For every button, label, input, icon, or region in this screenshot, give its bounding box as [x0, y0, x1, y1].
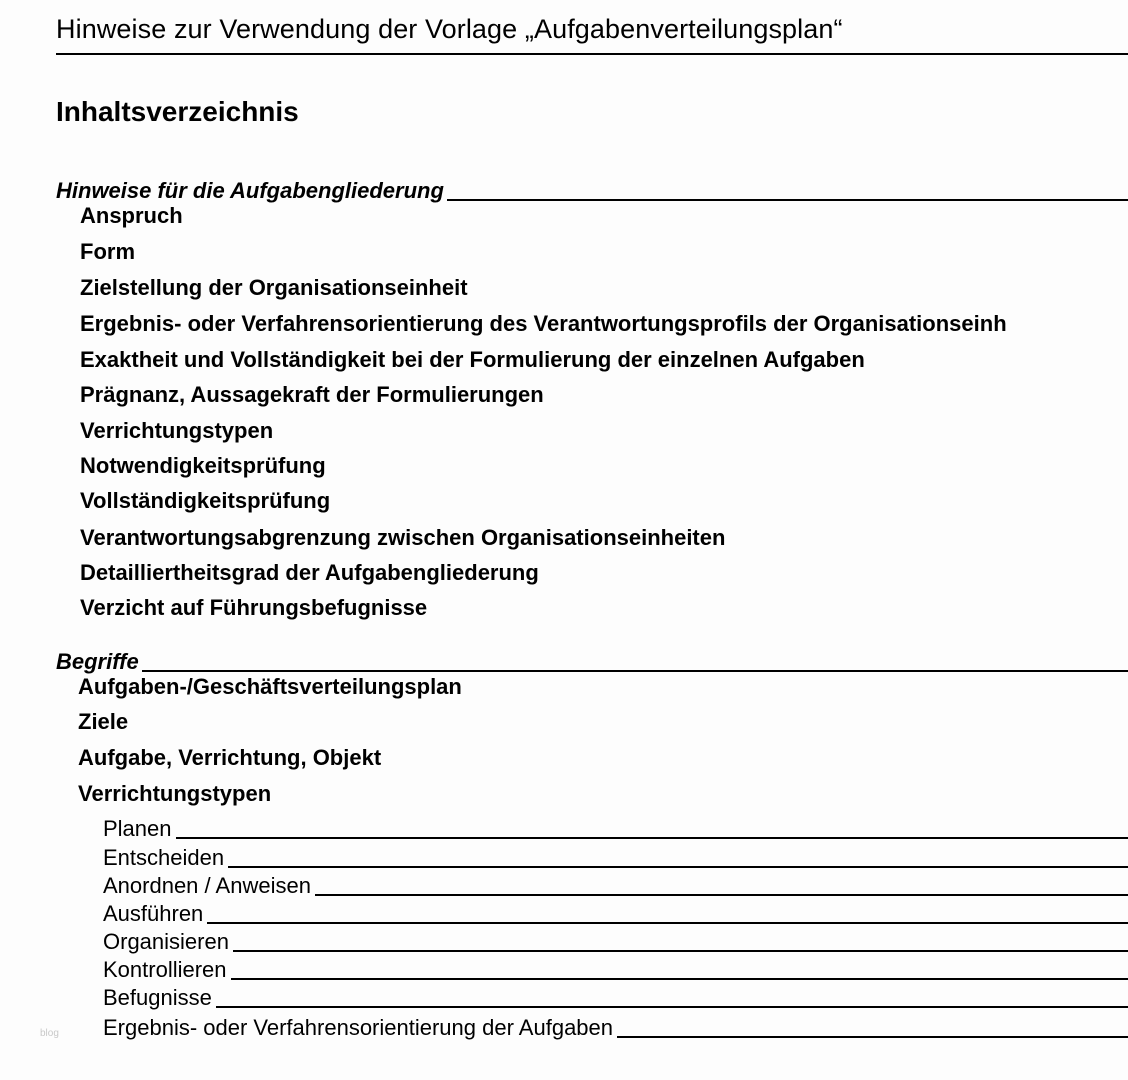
toc-item[interactable]: Verrichtungstypen [80, 418, 274, 443]
toc-leader-line [231, 978, 1128, 980]
toc-item[interactable]: Verzicht auf Führungsbefugnisse [80, 595, 428, 620]
toc-leader-line [176, 837, 1128, 839]
toc-item[interactable]: Exaktheit und Vollständigkeit bei der Formulierung der einzelnen Aufgaben [80, 347, 865, 372]
toc-item[interactable]: Form [80, 239, 135, 264]
toc-subitem-label: Anordnen / Anweisen [103, 873, 311, 898]
toc-leader-line [228, 866, 1128, 868]
header-rule [56, 53, 1128, 55]
toc-subitem-organisieren[interactable] [103, 928, 1128, 954]
toc-section-label: Hinweise für die Aufgabengliederung [56, 178, 444, 203]
toc-section-label: Begriffe [56, 649, 139, 674]
toc-leader-line [216, 1006, 1128, 1008]
toc-section-begriffe[interactable] [56, 647, 1128, 675]
toc-subitem-kontrollieren[interactable] [103, 956, 1128, 982]
toc-item[interactable]: Aufgabe, Verrichtung, Objekt [78, 745, 382, 770]
toc-subitem-label: Organisieren [103, 929, 229, 954]
toc-subitem-label: Ausführen [103, 901, 204, 926]
toc-section-aufgabengliederung[interactable] [56, 176, 1128, 204]
toc-subitem-befugnisse[interactable] [103, 984, 1128, 1010]
toc-item[interactable]: Notwendigkeitsprüfung [80, 453, 326, 478]
toc-leader-line [142, 670, 1128, 672]
toc-item[interactable]: Anspruch [80, 203, 183, 228]
toc-subitem-label: Befugnisse [103, 985, 212, 1010]
toc-item[interactable]: Ziele [78, 709, 129, 734]
toc-item[interactable]: Aufgaben-/Geschäftsverteilungsplan [78, 674, 462, 699]
toc-item[interactable]: Detailliertheitsgrad der Aufgabengliederung [80, 560, 539, 585]
toc-leader-line [447, 199, 1128, 201]
page-header: Hinweise zur Verwendung der Vorlage „Aufgabenverteilungsplan“ [56, 14, 843, 44]
toc-subitem-planen[interactable] [103, 815, 1128, 841]
toc-item[interactable]: Verrichtungstypen [78, 781, 272, 806]
toc-leader-line [207, 922, 1128, 924]
toc-item[interactable]: Prägnanz, Aussagekraft der Formulierungen [80, 382, 544, 407]
toc-item[interactable]: Zielstellung der Organisationseinheit [80, 275, 468, 300]
toc-subitem-anordnen[interactable] [103, 872, 1128, 898]
watermark: blog [40, 1028, 59, 1039]
toc-item[interactable]: Ergebnis- oder Verfahrensorientierung des Verantwortungsprofils der Organisationseinh [80, 311, 1007, 336]
toc-subitem-label: Entscheiden [103, 845, 225, 870]
toc-subitem-ergebnisorientierung[interactable] [103, 1014, 1128, 1040]
toc-leader-line [315, 894, 1128, 896]
toc-item[interactable]: Verantwortungsabgrenzung zwischen Organisationseinheiten [80, 525, 726, 550]
toc-subitem-ausfuehren[interactable] [103, 900, 1128, 926]
toc-leader-line [617, 1036, 1128, 1038]
toc-subitem-label: Kontrollieren [103, 957, 227, 982]
toc-subitem-label: Ergebnis- oder Verfahrensorientierung der Aufgaben [103, 1015, 614, 1040]
toc-subitem-entscheiden[interactable] [103, 844, 1128, 870]
toc-leader-line [233, 950, 1128, 952]
toc-title: Inhaltsverzeichnis [56, 96, 299, 127]
toc-item[interactable]: Vollständigkeitsprüfung [80, 488, 331, 513]
toc-subitem-label: Planen [103, 816, 172, 841]
